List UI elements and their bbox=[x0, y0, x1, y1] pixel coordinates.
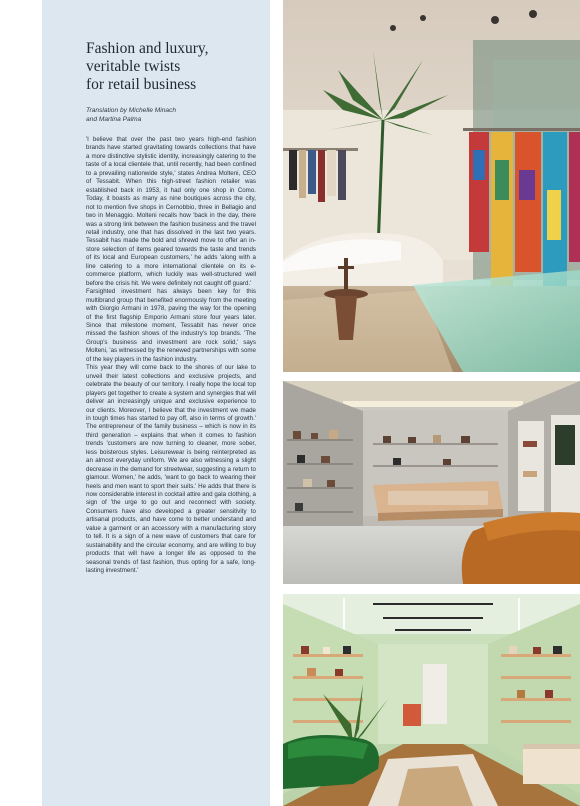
boutique-photo-green-image bbox=[283, 594, 580, 806]
body-paragraph: This year they will come back to the shores of our lake to unveil their latest collections and exclusive projects, and celebrate the beauty of our territory. I really hope the local top players get together to create a system and synergies that will deliver an increasingly unique and exclusive experience to our clients. Moreover, I believe that the investment we made in tough times has started to pay off, also in terms of growth.' The entrepreneur of the family business – which is now in its third generation – explains that when it comes to fashion trends 'customers are now turning to cleaner, more sober, less boisterous styles. Leisurewear is being reinterpreted as an almost everyday uniform. We are also witnessing a slight decrease in the demand for streetwear, suggesting a return to glamour. Women,' he adds, 'want to go back to wearing their heels and men want to sport their suits.' He adds that there is now considerable interest in cocktail attire and gala clothing, a sign of 'the urge to go out and reconnect with society. Consumers have also developed a greater sensitivity to artisanal products, and have come to better understand and value a garment or an accessory with a manufacturing story to tell. It is a sign of a new wave of customers that care for sustainability and the circular economy, and are willing to buy products that will have a longer life as opposed to the seasonal trends of fast fashion, thus opting for a safe, long-lasting investment.' bbox=[86, 364, 256, 575]
headline-line: for retail business bbox=[86, 76, 197, 93]
translation-credit bbox=[86, 107, 256, 124]
credit-line: and Martina Palma bbox=[86, 115, 142, 123]
boutique-photo-dresses bbox=[283, 0, 580, 372]
boutique-photo-dresses-image bbox=[283, 0, 580, 372]
boutique-photo-shelves bbox=[283, 381, 580, 584]
body-paragraph: 'I believe that over the past two years high-end fashion brands have started gravitating towards collections that have a more distinctive stylistic identity, increasingly catering to the taste of a local clientele that, until recently, had been confined to a prevailing nationwide style,' states Andrea Molteni, CEO of Tessabit. When this high-street fashion retailer was established back in 1953, it had only one shop in Como. Today, it boasts as many as nine boutiques across the city, not to mention five shops in Cernobbio, three in Bellagio and two in Menaggio. Molteni recalls how 'back in the day, there was a strong link between the fashion business and the travel retail industry, one that has dissolved in the last two years. Tessabit has made the bold and shrewd move to offer an in-store selection of items geared towards the taste and trends of its local and European customers,' he adds 'along with a line catering to a more international clientele on its e-commerce platform, which luckily was well-structured well before the crisis hit. We were definitely not caught off guard.' bbox=[86, 136, 256, 287]
body-paragraph: Farsighted investment has always been key for this multibrand group that benefited enormously from the meeting with Giorgio Armani in 1978, paving the way for the opening of the first flagship Emporio Armani store four years later. Since that milestone moment, Tessabit has never once missed the fashion shows of the industry's top brands. 'The Group's business and investment are rock solid,' says Molteni, 'as witnessed by the renewed partnerships with some of the key players in the fashion industry. bbox=[86, 288, 256, 363]
article-body bbox=[86, 136, 256, 576]
boutique-photo-shelves-image bbox=[283, 381, 580, 584]
headline-line: veritable twists bbox=[86, 58, 181, 75]
boutique-photo-green bbox=[283, 594, 580, 806]
article-headline bbox=[86, 40, 266, 94]
headline-line: Fashion and luxury, bbox=[86, 40, 209, 57]
credit-line: Translation by Michelle Minach bbox=[86, 107, 177, 114]
